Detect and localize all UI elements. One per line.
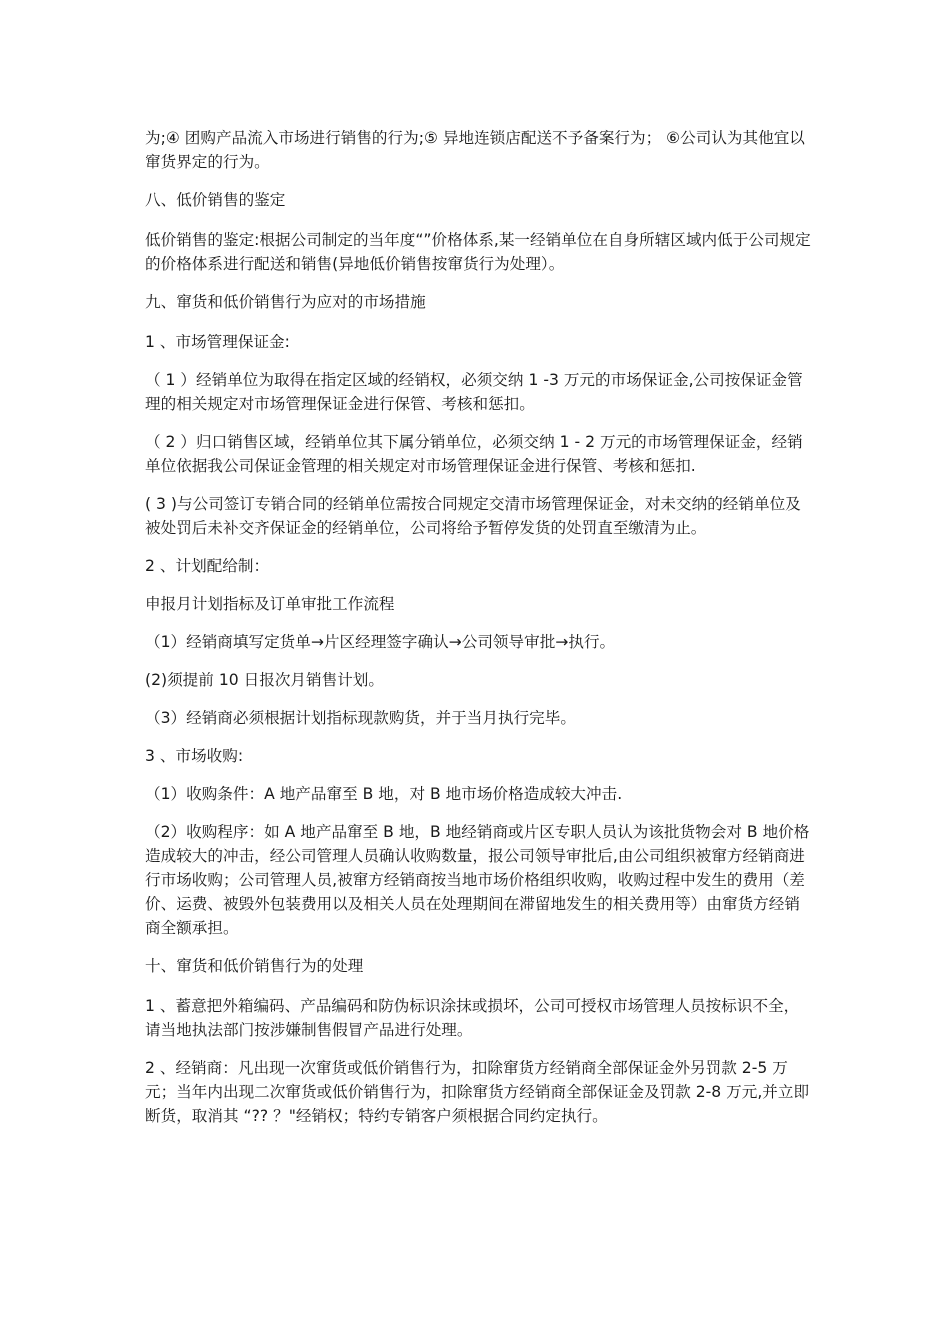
paragraph-handling-2: 2 、经销商：凡出现一次窜货或低价销售行为，扣除窜货方经销商全部保证金外另罚款 2-5 万元；当年内出现二次窜货或低价销售行为，扣除窜货方经销商全部保证金及罚款 2-8 万元,并立即断货，取消其 “?? ？"经销权；特约专销客户须根据合同约定执行。 bbox=[145, 1059, 810, 1125]
paragraph-handling-1: 1 、蓄意把外箱编码、产品编码和防伪标识涂抹或损坏，公司可授权市场管理人员按标识不全，请当地执法部门按涉嫌制售假冒产品进行处理。 bbox=[145, 997, 800, 1039]
paragraph-plan-workflow-title: 申报月计划指标及订单审批工作流程 bbox=[145, 595, 395, 613]
subheading-deposit: 1 、市场管理保证金: bbox=[145, 333, 290, 351]
subheading-plan: 2 、计划配给制： bbox=[145, 557, 270, 575]
paragraph-deposit-3: ( 3 )与公司签订专销合同的经销单位需按合同规定交清市场管理保证金，对未交纳的经销单位及被处罚后未补交齐保证金的经销单位，公司将给予暂停发货的处罚直至缴清为止。 bbox=[145, 495, 801, 537]
paragraph-continuation: 为;④ 团购产品流入市场进行销售的行为;⑤ 异地连锁店配送不予备案行为； ⑥公司认为其他宜以窜货界定的行为。 bbox=[145, 129, 805, 171]
paragraph-deposit-1: （ 1 ）经销单位为取得在指定区域的经销权，必须交纳 1 -3 万元的市场保证金,公司按保证金管理的相关规定对市场管理保证金进行保管、考核和惩扣。 bbox=[145, 371, 803, 413]
paragraph-acquisition-2: （2）收购程序：如 A 地产品窜至 B 地，B 地经销商或片区专职人员认为该批货物会对 B 地价格造成较大的冲击，经公司管理人员确认收购数量，报公司领导审批后,由公司组织被窜方经销商进行市场收购；公司管理人员,被窜方经销商按当地市场价格组织收购，收购过程中发生的费用（差价、运费、被毁外包装费用以及相关人员在处理期间在滞留地发生的相关费用等）由窜货方经销商全额承担。 bbox=[145, 823, 810, 937]
section-heading-9: 九、窜货和低价销售行为应对的市场措施 bbox=[145, 293, 426, 311]
document-body bbox=[145, 126, 813, 1142]
section-heading-10: 十、窜货和低价销售行为的处理 bbox=[145, 957, 364, 975]
paragraph-plan-1: （1）经销商填写定货单→片区经理签字确认→公司领导审批→执行。 bbox=[145, 633, 616, 651]
paragraph-acquisition-1: （1）收购条件：A 地产品窜至 B 地，对 B 地市场价格造成较大冲击. bbox=[145, 785, 623, 803]
paragraph-low-price-definition: 低价销售的鉴定:根据公司制定的当年度“”价格体系,某一经销单位在自身所辖区域内低于公司规定的价格体系进行配送和销售(异地低价销售按窜货行为处理）。 bbox=[145, 231, 811, 273]
subheading-acquisition: 3 、市场收购: bbox=[145, 747, 244, 765]
paragraph-plan-3: （3）经销商必须根据计划指标现款购货，并于当月执行完毕。 bbox=[145, 709, 576, 727]
paragraph-deposit-2: （ 2 ）归口销售区域，经销单位其下属分销单位，必须交纳 1 - 2 万元的市场管理保证金，经销单位依据我公司保证金管理的相关规定对市场管理保证金进行保管、考核和惩扣. bbox=[145, 433, 803, 475]
paragraph-plan-2: (2)须提前 10 日报次月销售计划。 bbox=[145, 671, 384, 689]
section-heading-8: 八、低价销售的鉴定 bbox=[145, 191, 286, 209]
